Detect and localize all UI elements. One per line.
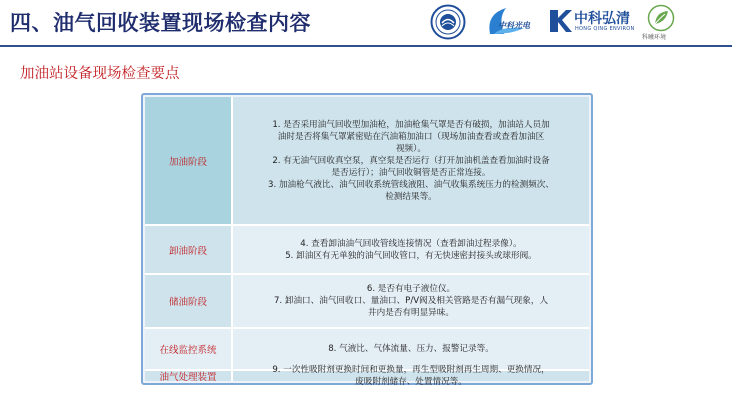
header-divider bbox=[0, 45, 732, 47]
stage-cell: 储油阶段 bbox=[145, 275, 231, 327]
content-line: 5. 卸油区有无单独的油气回收管口，有无快速密封接头或球形阀。 bbox=[285, 250, 537, 261]
content-line: 6. 是否有电子液位仪。 bbox=[366, 284, 456, 294]
hongqing-logo-english: HONG QING ENVIRON bbox=[575, 26, 635, 32]
table-row bbox=[145, 275, 589, 327]
hongqing-logo-icon bbox=[546, 4, 574, 36]
zhongke-logo-text: 中科光电 bbox=[498, 21, 530, 30]
keyi-leaf-logo-icon bbox=[646, 4, 676, 32]
table-row bbox=[145, 226, 589, 273]
zhongke-logo-icon bbox=[484, 4, 540, 42]
content-cell bbox=[231, 365, 589, 387]
content-cell bbox=[231, 275, 589, 327]
content-line: 2. 有无油气回收真空泵，真空泵是否运行（打开加油机盖查看加油时设备 bbox=[272, 155, 550, 166]
content-line: 油时是否将集气罩紧密贴在汽油箱加油口（现场加油查看或查看加油区 bbox=[277, 131, 545, 142]
stage-cell: 加油阶段 bbox=[145, 97, 231, 224]
content-line: 废吸附剂储存、处置情况等。 bbox=[355, 377, 467, 387]
content-line: 7. 卸油口、油气回收口、量油口、P/V阀及相关管路是否有漏气现象，人 bbox=[273, 296, 549, 306]
table-row bbox=[145, 365, 589, 387]
stage-cell: 卸油阶段 bbox=[145, 226, 231, 273]
content-cell bbox=[231, 226, 589, 273]
page-title: 四、油气回收装置现场检查内容 bbox=[10, 11, 311, 35]
content-line: 8. 气液比、气体流量、压力、报警记录等。 bbox=[328, 344, 494, 354]
content-line: 4. 查看卸油油气回收管线连接情况（查看卸油过程录像）。 bbox=[300, 238, 522, 249]
section-subtitle: 加油站设备现场检查要点 bbox=[20, 66, 180, 82]
table-row bbox=[145, 97, 589, 224]
keyi-logo-text: 科曦环境 bbox=[642, 34, 667, 41]
content-line: 检测结果等。 bbox=[385, 191, 437, 202]
content-line: 1. 是否采用油气回收型加油枪，加油枪集气罩是否有破损，加油站人员加 bbox=[272, 119, 550, 130]
content-cell bbox=[231, 97, 589, 224]
stage-cell: 油气处理装置 bbox=[145, 371, 231, 381]
university-emblem-icon bbox=[430, 4, 466, 40]
content-line: 3. 加油枪气液比、油气回收系统管线液阻、油气收集系统压力的检测频次、 bbox=[268, 179, 554, 190]
header bbox=[0, 0, 732, 46]
hongqing-logo-text: 中科弘清 bbox=[574, 11, 630, 27]
table-row bbox=[145, 329, 589, 369]
content-line: 是否运行）；油气回收铜管是否正常连接。 bbox=[331, 167, 491, 178]
content-line: 井内是否有明显异味。 bbox=[368, 308, 454, 318]
stage-cell: 在线监控系统 bbox=[145, 329, 231, 369]
content-line: 视频）。 bbox=[395, 143, 427, 154]
content-cell bbox=[231, 329, 589, 369]
content-line: 9. 一次性吸附剂更换时间和更换量，再生型吸附剂再生周期、更换情况， bbox=[272, 365, 550, 375]
logo-bar bbox=[430, 4, 730, 42]
inspection-table bbox=[141, 93, 593, 385]
